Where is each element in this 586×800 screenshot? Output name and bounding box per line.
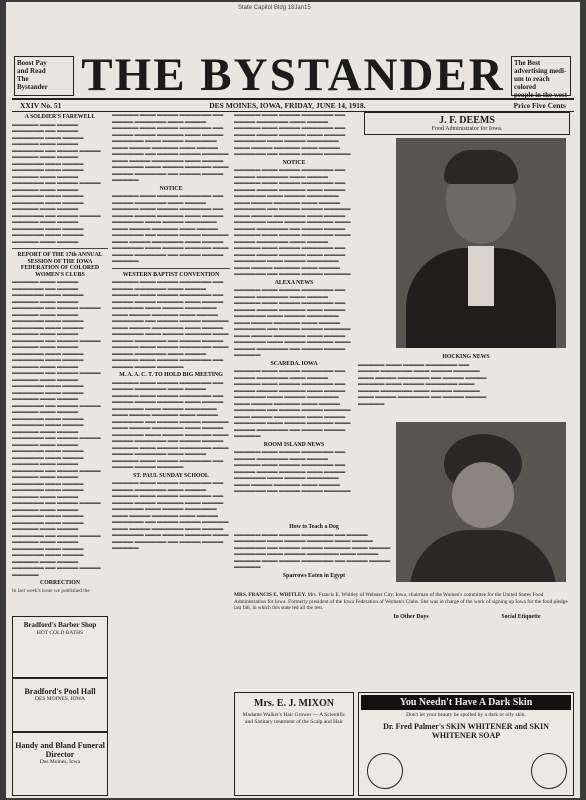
portrait-label: J. F. DEEMS Food Administrator for Iowa. (364, 112, 570, 135)
article-text: ▬▬▬▬▬ ▬▬▬ ▬▬▬▬ ▬▬▬▬▬▬ ▬▬ ▬▬▬▬ ▬▬▬▬▬▬ ▬▬▬ ▬▬▬▬ ▬▬▬▬▬ ▬▬▬ ▬▬▬▬ ▬▬▬▬▬▬ ▬▬ ▬▬▬▬ ▬▬▬▬ ▬▬▬▬▬ ▬▬▬ ▬▬▬▬ ▬▬▬▬▬▬ ▬▬▬ ▬▬▬▬ ▬▬▬▬▬▬ ▬▬▬ ▬▬▬▬ ▬▬▬▬▬ ▬▬▬ ▬▬▬▬ ▬▬▬▬▬▬ ▬▬ ▬▬▬▬ ▬▬▬▬ ▬▬▬▬▬ ▬▬▬ ▬▬▬▬ ▬▬▬▬▬▬ ▬▬▬ ▬▬▬▬ ▬▬▬▬▬▬ ▬▬▬ ▬▬▬▬ ▬▬▬▬▬ ▬▬▬ ▬▬▬▬ ▬▬▬▬▬▬ ▬▬ ▬▬▬▬ ▬▬▬▬ ▬▬▬▬▬ (234, 368, 351, 439)
column-1 (12, 112, 108, 612)
column-4-lower (234, 522, 394, 588)
headline: Sparrows Eaten in Egypt (282, 572, 346, 579)
headline: ST. PAUL SUNDAY SCHOOL (133, 472, 209, 479)
ad-mixon: Mrs. E. J. MIXON Madame Walker's Hair Grower — A Scientific and Sanitary treatment of the Scalp and Hair (234, 692, 354, 796)
headline: ALEXA NEWS (274, 279, 314, 286)
article-text: ▬▬▬▬▬ ▬▬▬ ▬▬▬▬ ▬▬▬▬▬▬ ▬▬ ▬▬▬▬ ▬▬▬▬▬▬ ▬▬▬ ▬▬▬▬ ▬▬▬▬▬ ▬▬▬ ▬▬▬▬ ▬▬▬▬▬▬ ▬▬ ▬▬▬▬ ▬▬▬▬ ▬▬▬▬▬ ▬▬▬ ▬▬▬▬ ▬▬▬▬▬▬ ▬▬▬ ▬▬▬▬ ▬▬▬▬▬▬ ▬▬▬ ▬▬▬▬ ▬▬▬▬▬ ▬▬▬ ▬▬▬▬ ▬▬▬▬▬▬ ▬▬ ▬▬▬▬ ▬▬▬▬ ▬▬▬▬▬ ▬▬▬ ▬▬▬▬ ▬▬▬▬▬▬ ▬▬▬ ▬▬▬▬ ▬▬▬▬▬▬ ▬▬▬ ▬▬▬▬ ▬▬▬▬▬ ▬▬▬ ▬▬▬▬ ▬▬▬▬▬▬ ▬▬ ▬▬▬▬ ▬▬▬▬ ▬▬▬▬▬ (112, 193, 229, 264)
article-text: ▬▬▬▬▬ ▬▬▬ ▬▬▬▬ ▬▬▬▬▬▬ ▬▬ ▬▬▬▬ ▬▬▬▬▬▬ ▬▬▬ ▬▬▬▬ ▬▬▬▬▬ ▬▬▬ ▬▬▬▬ ▬▬▬▬▬▬ ▬▬ ▬▬▬▬ ▬▬▬▬ ▬▬▬▬▬ ▬▬▬ ▬▬▬▬ ▬▬▬▬▬▬ ▬▬▬ ▬▬▬▬ ▬▬▬▬▬▬ ▬▬▬ ▬▬▬▬ ▬▬▬▬▬ ▬▬▬ ▬▬▬▬ ▬▬▬▬▬▬ ▬▬ ▬▬▬▬ ▬▬▬▬ ▬▬▬▬▬ ▬▬▬ ▬▬▬▬ ▬▬▬▬▬▬ ▬▬▬ ▬▬▬▬ ▬▬▬▬▬▬ ▬▬▬ ▬▬▬▬ ▬▬▬▬▬ ▬▬▬ ▬▬▬▬ ▬▬▬▬▬▬ ▬▬ ▬▬▬▬ ▬▬▬▬ ▬▬▬▬▬ ▬▬▬ ▬▬▬▬ ▬▬▬▬▬▬ ▬▬▬ ▬▬▬▬ ▬▬▬▬▬▬ ▬▬▬ ▬▬▬▬ ▬▬▬▬▬ ▬▬▬ ▬▬▬▬ (12, 121, 101, 245)
ad-funeral-director: Handy and Bland Funeral Director Des Moines, Iowa (12, 732, 108, 796)
headline: ROOM ISLAND NEWS (263, 441, 325, 448)
ad-barber-shop: Bradford's Barber Shop HOT COLD BATHS (12, 616, 108, 678)
archive-stamp: State Capitol Bldg 18Jan15 (238, 5, 311, 11)
headline: NOTICE (282, 159, 306, 166)
headline: REPORT OF THE 17th ANNUAL SESSION OF THE IOWA FEDERATION OF COLORED WOMEN'S CLUBS (17, 252, 103, 278)
article-text: ▬▬▬▬▬ ▬▬▬ ▬▬▬▬ ▬▬▬▬▬▬ ▬▬ ▬▬▬▬ ▬▬▬▬▬▬ ▬▬▬ ▬▬▬▬ ▬▬▬▬▬ ▬▬▬ ▬▬▬▬ ▬▬▬▬▬▬ ▬▬ ▬▬▬▬ ▬▬▬▬ ▬▬▬▬▬ ▬▬▬ ▬▬▬▬ ▬▬▬▬▬▬ ▬▬▬ ▬▬▬▬ ▬▬▬▬▬▬ ▬▬▬ ▬▬▬▬ ▬▬▬▬▬ ▬▬▬ ▬▬▬▬ ▬▬▬▬▬▬ ▬▬ ▬▬▬▬ ▬▬▬▬ ▬▬▬▬▬ (234, 449, 351, 494)
headline: NOTICE (159, 185, 183, 192)
column-4-text (358, 352, 574, 422)
article-text: ▬▬▬▬▬ ▬▬▬ ▬▬▬▬ ▬▬▬▬▬▬ ▬▬ ▬▬▬▬ ▬▬▬▬▬▬ ▬▬▬ ▬▬▬▬ ▬▬▬▬▬ ▬▬▬ ▬▬▬▬ ▬▬▬▬▬▬ ▬▬ ▬▬▬▬ ▬▬▬▬ ▬▬▬▬▬ ▬▬▬ ▬▬▬▬ ▬▬▬▬▬▬ ▬▬▬ ▬▬▬▬ ▬▬▬▬▬▬ ▬▬▬ ▬▬▬▬ ▬▬▬▬▬ ▬▬▬ ▬▬▬▬ ▬▬▬▬▬▬ ▬▬ ▬▬▬▬ ▬▬▬▬ ▬▬▬▬▬ (234, 531, 391, 570)
article-text: ▬▬▬▬▬ ▬▬▬ ▬▬▬▬ ▬▬▬▬▬▬ ▬▬ ▬▬▬▬ ▬▬▬▬▬▬ ▬▬▬ ▬▬▬▬ ▬▬▬▬▬ ▬▬▬ ▬▬▬▬ ▬▬▬▬▬▬ ▬▬ ▬▬▬▬ ▬▬▬▬ ▬▬▬▬▬ ▬▬▬ ▬▬▬▬ ▬▬▬▬▬▬ ▬▬▬ ▬▬▬▬ ▬▬▬▬▬▬ ▬▬▬ ▬▬▬▬ ▬▬▬▬▬ ▬▬▬ ▬▬▬▬ ▬▬▬▬▬▬ ▬▬ ▬▬▬▬ ▬▬▬▬ ▬▬▬▬▬ (234, 112, 351, 157)
column-boxes (358, 612, 574, 688)
medal-icon (531, 753, 567, 789)
article-text: In last week's issue we published the (12, 587, 90, 594)
article-text: ▬▬▬▬▬ ▬▬▬ ▬▬▬▬ ▬▬▬▬▬▬ ▬▬ ▬▬▬▬ ▬▬▬▬▬▬ ▬▬▬ ▬▬▬▬ ▬▬▬▬▬ ▬▬▬ ▬▬▬▬ ▬▬▬▬▬▬ ▬▬ ▬▬▬▬ ▬▬▬▬ ▬▬▬▬▬ ▬▬▬ ▬▬▬▬ ▬▬▬▬▬▬ ▬▬▬ ▬▬▬▬ ▬▬▬▬▬▬ ▬▬▬ ▬▬▬▬ ▬▬▬▬▬ ▬▬▬ ▬▬▬▬ ▬▬▬▬▬▬ ▬▬ ▬▬▬▬ ▬▬▬▬ ▬▬▬▬▬ ▬▬▬ ▬▬▬▬ ▬▬▬▬▬▬ ▬▬▬ ▬▬▬▬ ▬▬▬▬▬▬ ▬▬▬ ▬▬▬▬ ▬▬▬▬▬ ▬▬▬ ▬▬▬▬ ▬▬▬▬▬▬ ▬▬ ▬▬▬▬ ▬▬▬▬ ▬▬▬▬▬ (112, 112, 229, 183)
ad-skin-whitener: You Needn't Have A Dark Skin Don't let your beauty be spoiled by a dark or oily skin. Dr. Fred Palmer's SKIN WHITENER and SKIN WHITENER SOAP (358, 692, 574, 796)
article-text: ▬▬▬▬▬ ▬▬▬ ▬▬▬▬ ▬▬▬▬▬▬ ▬▬ ▬▬▬▬ ▬▬▬▬▬▬ ▬▬▬ ▬▬▬▬ ▬▬▬▬▬ ▬▬▬ ▬▬▬▬ ▬▬▬▬▬▬ ▬▬ ▬▬▬▬ ▬▬▬▬ ▬▬▬▬▬ ▬▬▬ ▬▬▬▬ ▬▬▬▬▬▬ ▬▬▬ ▬▬▬▬ ▬▬▬▬▬▬ ▬▬▬ ▬▬▬▬ ▬▬▬▬▬ ▬▬▬ ▬▬▬▬ ▬▬▬▬▬▬ ▬▬ ▬▬▬▬ ▬▬▬▬ ▬▬▬▬▬ ▬▬▬ ▬▬▬▬ ▬▬▬▬▬▬ ▬▬▬ ▬▬▬▬ ▬▬▬▬▬▬ ▬▬▬ ▬▬▬▬ ▬▬▬▬▬ ▬▬▬ ▬▬▬▬ ▬▬▬▬▬▬ ▬▬ ▬▬▬▬ ▬▬▬▬ ▬▬▬▬▬ ▬▬▬ ▬▬▬▬ ▬▬▬▬▬▬ ▬▬▬ ▬▬▬▬ ▬▬▬▬▬▬ ▬▬▬ ▬▬▬▬ ▬▬▬▬▬ ▬▬▬ ▬▬▬▬ ▬▬▬▬▬▬ ▬▬ ▬▬▬▬ ▬▬▬▬ ▬▬▬▬▬ (112, 279, 229, 370)
photo-caption: MRS. FRANCIS E. WHITLEY. Mrs. Francis E. Whitley of Webster City, Iowa, chairman of the Women's committee for the United States Food Administration for Iowa. Formerly president of the Iowa Federation of Women's Clubs. She was in charge of the work of signing up Iowa for the food pledge last fall, in which this state led all the rest. (234, 592, 568, 611)
portrait-photo (396, 422, 566, 582)
headline: M. A. A. C. T. TO HOLD BIG MEETING (119, 372, 223, 378)
portrait-photo (396, 138, 566, 348)
article-text: ▬▬▬▬▬ ▬▬▬ ▬▬▬▬ ▬▬▬▬▬▬ ▬▬ ▬▬▬▬ ▬▬▬▬▬▬ ▬▬▬ ▬▬▬▬ ▬▬▬▬▬ ▬▬▬ ▬▬▬▬ ▬▬▬▬▬▬ ▬▬ ▬▬▬▬ ▬▬▬▬ ▬▬▬▬▬ ▬▬▬ ▬▬▬▬ ▬▬▬▬▬▬ ▬▬▬ ▬▬▬▬ ▬▬▬▬▬▬ ▬▬▬ ▬▬▬▬ ▬▬▬▬▬ ▬▬▬ ▬▬▬▬ ▬▬▬▬▬▬ ▬▬ ▬▬▬▬ ▬▬▬▬ ▬▬▬▬▬ ▬▬▬ ▬▬▬▬ ▬▬▬▬▬▬ ▬▬▬ ▬▬▬▬ ▬▬▬▬▬▬ ▬▬▬ ▬▬▬▬ ▬▬▬▬▬ ▬▬▬ ▬▬▬▬ ▬▬▬▬▬▬ ▬▬ ▬▬▬▬ ▬▬▬▬ ▬▬▬▬▬ (112, 480, 229, 551)
article-text: ▬▬▬▬▬ ▬▬▬ ▬▬▬▬ ▬▬▬▬▬▬ ▬▬ ▬▬▬▬ ▬▬▬▬▬▬ ▬▬▬ ▬▬▬▬ ▬▬▬▬▬ ▬▬▬ ▬▬▬▬ ▬▬▬▬▬▬ ▬▬ ▬▬▬▬ ▬▬▬▬ ▬▬▬▬▬ ▬▬▬ ▬▬▬▬ ▬▬▬▬▬▬ ▬▬▬ ▬▬▬▬ ▬▬▬▬▬▬ ▬▬▬ ▬▬▬▬ ▬▬▬▬▬ ▬▬▬ ▬▬▬▬ ▬▬▬▬▬▬ ▬▬ ▬▬▬▬ ▬▬▬▬ ▬▬▬▬▬ ▬▬▬ ▬▬▬▬ ▬▬▬▬▬▬ ▬▬▬ ▬▬▬▬ ▬▬▬▬▬▬ ▬▬▬ ▬▬▬▬ ▬▬▬▬▬ ▬▬▬ ▬▬▬▬ ▬▬▬▬▬▬ ▬▬ ▬▬▬▬ ▬▬▬▬ ▬▬▬▬▬ ▬▬▬ ▬▬▬▬ ▬▬▬▬▬▬ ▬▬▬ ▬▬▬▬ ▬▬▬▬▬▬ ▬▬▬ ▬▬▬▬ ▬▬▬▬▬ ▬▬▬ ▬▬▬▬ ▬▬▬▬▬▬ ▬▬ ▬▬▬▬ ▬▬▬▬ ▬▬▬▬▬ (112, 379, 229, 470)
headline: A SOLDIER'S FAREWELL (24, 114, 96, 120)
article-text: ▬▬▬▬▬ ▬▬▬ ▬▬▬▬ ▬▬▬▬▬▬ ▬▬ ▬▬▬▬ ▬▬▬▬▬▬ ▬▬▬ ▬▬▬▬ ▬▬▬▬▬ ▬▬▬ ▬▬▬▬ ▬▬▬▬▬▬ ▬▬ ▬▬▬▬ ▬▬▬▬ ▬▬▬▬▬ ▬▬▬ ▬▬▬▬ ▬▬▬▬▬▬ ▬▬▬ ▬▬▬▬ ▬▬▬▬▬▬ ▬▬▬ ▬▬▬▬ ▬▬▬▬▬ ▬▬▬ ▬▬▬▬ ▬▬▬▬▬▬ ▬▬ ▬▬▬▬ ▬▬▬▬ ▬▬▬▬▬ ▬▬▬ ▬▬▬▬ ▬▬▬▬▬▬ ▬▬▬ ▬▬▬▬ ▬▬▬▬▬▬ ▬▬▬ ▬▬▬▬ ▬▬▬▬▬ ▬▬▬ ▬▬▬▬ ▬▬▬▬▬▬ ▬▬ ▬▬▬▬ ▬▬▬▬ ▬▬▬▬▬ ▬▬▬ ▬▬▬▬ ▬▬▬▬▬▬ ▬▬▬ ▬▬▬▬ ▬▬▬▬▬▬ ▬▬▬ ▬▬▬▬ ▬▬▬▬▬ ▬▬▬ ▬▬▬▬ ▬▬▬▬▬▬ ▬▬ ▬▬▬▬ ▬▬▬▬ ▬▬▬▬▬ ▬▬▬ ▬▬▬▬ ▬▬▬▬▬▬ ▬▬▬ ▬▬▬▬ ▬▬▬▬▬▬ ▬▬▬ ▬▬▬▬ ▬▬▬▬▬ ▬▬▬ ▬▬▬▬ ▬▬▬▬▬▬ ▬▬ ▬▬▬▬ ▬▬▬▬ ▬▬▬▬▬ ▬▬▬ ▬▬▬▬ ▬▬▬▬▬▬ ▬▬▬ ▬▬▬▬ ▬▬▬▬▬▬ ▬▬▬ ▬▬▬▬ ▬▬▬▬▬ ▬▬▬ ▬▬▬▬ ▬▬▬▬▬▬ ▬▬ ▬▬▬▬ ▬▬▬▬ ▬▬▬▬▬ ▬▬▬ ▬▬▬▬ ▬▬▬▬▬▬ ▬▬▬ ▬▬▬▬ ▬▬▬▬▬▬ ▬▬▬ ▬▬▬▬ ▬▬▬▬▬ ▬▬▬ ▬▬▬▬ ▬▬▬▬▬▬ ▬▬ ▬▬▬▬ ▬▬▬▬ ▬▬▬▬▬ ▬▬▬ ▬▬▬▬ ▬▬▬▬▬▬ ▬▬▬ ▬▬▬▬ ▬▬▬▬▬▬ ▬▬▬ ▬▬▬▬ ▬▬▬▬▬ ▬▬▬ ▬▬▬▬ ▬▬▬▬▬▬ ▬▬ ▬▬▬▬ ▬▬▬▬ ▬▬▬▬▬ ▬▬▬ ▬▬▬▬ ▬▬▬▬▬▬ ▬▬▬ ▬▬▬▬ ▬▬▬▬▬▬ ▬▬▬ ▬▬▬▬ ▬▬▬▬▬ ▬▬▬ ▬▬▬▬ ▬▬▬▬▬▬ ▬▬ ▬▬▬▬ ▬▬▬▬ ▬▬▬▬▬ (12, 279, 101, 578)
headline: WESTERN BAPTIST CONVENTION (122, 271, 220, 278)
dateline: XXIV No. 51 DES MOINES, IOWA, FRIDAY, JUNE 14, 1918. Price Five Cents (12, 98, 574, 112)
box-social-etiquette: Social Etiquette (501, 614, 541, 620)
headline: HOCKING NEWS (442, 354, 490, 360)
newspaper-page (6, 2, 580, 798)
headline: How to Teach a Dog (289, 524, 339, 530)
ear-right: The Best advertising medi- um to reach colored people in the west (511, 56, 571, 96)
column-2 (112, 112, 230, 798)
box-in-other-days: In Other Days (393, 614, 429, 620)
ad-pool-hall: Bradford's Pool Hall DES MOINES, IOWA (12, 678, 108, 732)
ear-left: Boost Pay and Read The Bystander (14, 56, 74, 96)
masthead: THE BYSTANDER (81, 49, 505, 101)
medal-icon (367, 753, 403, 789)
article-text: ▬▬▬▬▬ ▬▬▬ ▬▬▬▬ ▬▬▬▬▬▬ ▬▬ ▬▬▬▬ ▬▬▬▬▬▬ ▬▬▬ ▬▬▬▬ ▬▬▬▬▬ ▬▬▬ ▬▬▬▬ ▬▬▬▬▬▬ ▬▬ ▬▬▬▬ ▬▬▬▬ ▬▬▬▬▬ ▬▬▬ ▬▬▬▬ ▬▬▬▬▬▬ ▬▬▬ ▬▬▬▬ ▬▬▬▬▬▬ ▬▬▬ ▬▬▬▬ ▬▬▬▬▬ ▬▬▬ ▬▬▬▬ ▬▬▬▬▬▬ ▬▬ ▬▬▬▬ ▬▬▬▬ ▬▬▬▬▬ ▬▬▬ ▬▬▬▬ ▬▬▬▬▬▬ ▬▬▬ ▬▬▬▬ ▬▬▬▬▬▬ ▬▬▬ ▬▬▬▬ ▬▬▬▬▬ ▬▬▬ ▬▬▬▬ ▬▬▬▬▬▬ ▬▬ ▬▬▬▬ ▬▬▬▬ ▬▬▬▬▬ ▬▬▬ ▬▬▬▬ ▬▬▬▬▬▬ ▬▬▬ ▬▬▬▬ ▬▬▬▬▬▬ ▬▬▬ ▬▬▬▬ ▬▬▬▬▬ ▬▬▬ ▬▬▬▬ ▬▬▬▬▬▬ ▬▬ ▬▬▬▬ ▬▬▬▬ ▬▬▬▬▬ ▬▬▬ ▬▬▬▬ ▬▬▬▬▬▬ ▬▬▬ ▬▬▬▬ ▬▬▬▬▬▬ ▬▬▬ ▬▬▬▬ ▬▬▬▬▬ ▬▬▬ ▬▬▬▬ ▬▬▬▬▬▬ ▬▬ ▬▬▬▬ ▬▬▬▬ ▬▬▬▬▬ (234, 167, 351, 277)
article-text: ▬▬▬▬▬ ▬▬▬ ▬▬▬▬ ▬▬▬▬▬▬ ▬▬ ▬▬▬▬ ▬▬▬▬▬▬ ▬▬▬ ▬▬▬▬ ▬▬▬▬▬ ▬▬▬ ▬▬▬▬ ▬▬▬▬▬▬ ▬▬ ▬▬▬▬ ▬▬▬▬ ▬▬▬▬▬ ▬▬▬ ▬▬▬▬ ▬▬▬▬▬▬ ▬▬▬ ▬▬▬▬ ▬▬▬▬▬▬ ▬▬▬ ▬▬▬▬ ▬▬▬▬▬ ▬▬▬ ▬▬▬▬ ▬▬▬▬▬▬ ▬▬ ▬▬▬▬ ▬▬▬▬ ▬▬▬▬▬ ▬▬▬ ▬▬▬▬ ▬▬▬▬▬▬ ▬▬▬ ▬▬▬▬ ▬▬▬▬▬▬ ▬▬▬ ▬▬▬▬ ▬▬▬▬▬ ▬▬▬ ▬▬▬▬ ▬▬▬▬▬▬ ▬▬ ▬▬▬▬ ▬▬▬▬ ▬▬▬▬▬ (234, 287, 351, 358)
article-text: ▬▬▬▬▬ ▬▬▬ ▬▬▬▬ ▬▬▬▬▬▬ ▬▬ ▬▬▬▬ ▬▬▬▬▬▬ ▬▬▬ ▬▬▬▬ ▬▬▬▬▬ ▬▬▬ ▬▬▬▬ ▬▬▬▬▬▬ ▬▬ ▬▬▬▬ ▬▬▬▬ ▬▬▬▬▬ ▬▬▬ ▬▬▬▬ ▬▬▬▬▬▬ ▬▬▬ ▬▬▬▬ ▬▬▬▬▬▬ ▬▬▬ ▬▬▬▬ ▬▬▬▬▬ ▬▬▬ ▬▬▬▬ ▬▬▬▬▬▬ ▬▬ ▬▬▬▬ ▬▬▬▬ ▬▬▬▬▬ (358, 361, 487, 407)
headline: CORRECTION (40, 580, 80, 586)
headline: SCAREDA. IOWA (270, 360, 318, 367)
